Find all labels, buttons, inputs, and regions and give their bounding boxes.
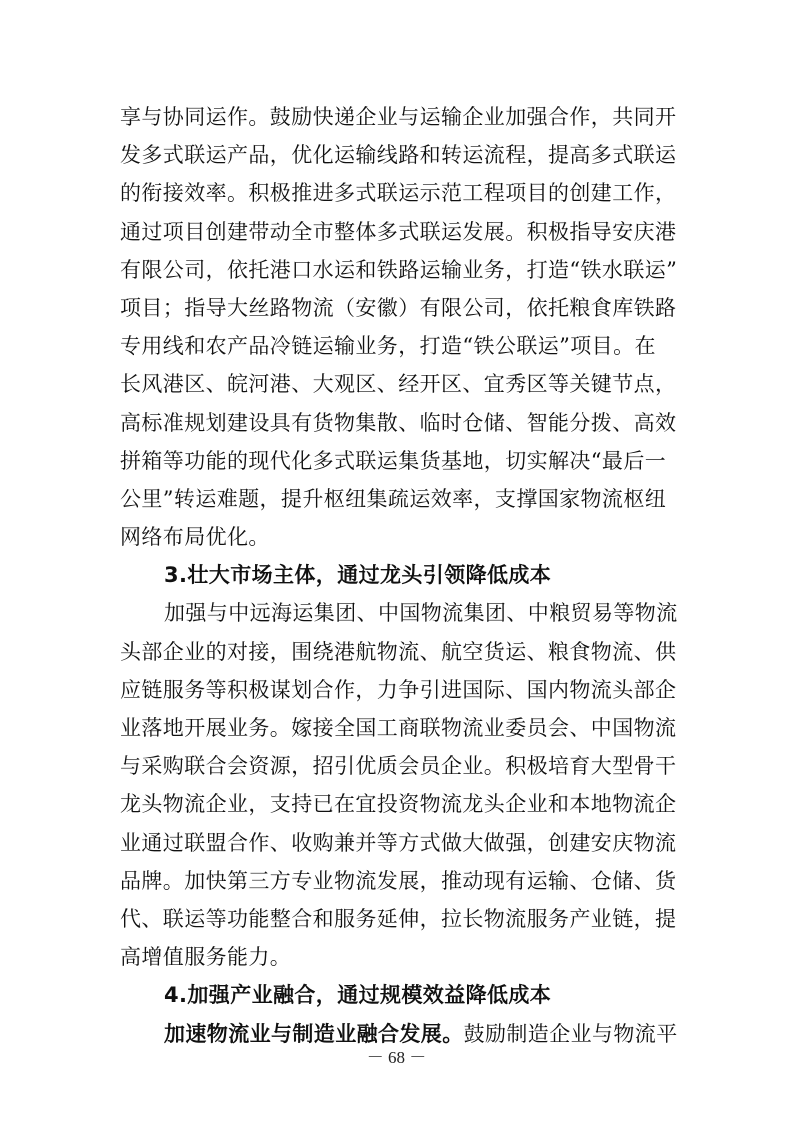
paragraph-line: 龙头物流企业，支持已在宜投资物流龙头企业和本地物流企 xyxy=(120,792,677,817)
paragraph-line: 享与协同运作。鼓励快递企业与运输企业加强合作，共同开 xyxy=(120,105,677,129)
paragraph-line: 拼箱等功能的现代化多式联运集货基地，切实解决“最后一 xyxy=(120,448,667,473)
paragraph-line: 发多式联运产品，优化运输线路和转运流程，提高多式联运 xyxy=(120,143,677,168)
paragraph-line: 专用线和农产品冷链运输业务，打造“铁公联运”项目。在 xyxy=(120,334,656,359)
section-heading-4: 4.加强产业融合，通过规模效益降低成本 xyxy=(164,983,552,1008)
paragraph-line: 品牌。加快第三方专业物流发展，推动现有运输、仓储、货 xyxy=(120,868,677,893)
paragraph-text: 鼓励制造企业与物流平 xyxy=(463,1021,678,1046)
paragraph-line: 业落地开展业务。嫁接全国工商联物流业委员会、中国物流 xyxy=(120,716,677,740)
body-text xyxy=(120,98,680,1053)
paragraph-line: 头部企业的对接，围绕港航物流、航空货运、粮食物流、供 xyxy=(120,639,677,664)
paragraph-line: 加强与中远海运集团、中国物流集团、中粮贸易等物流 xyxy=(164,601,678,626)
paragraph-line: 与采购联合会资源，招引优质会员企业。积极培育大型骨干 xyxy=(120,754,677,779)
paragraph-line: 项目；指导大丝路物流（安徽）有限公司，依托粮食库铁路 xyxy=(120,295,677,320)
paragraph-line: 代、联运等功能整合和服务延伸，拉长物流服务产业链，提 xyxy=(120,906,677,931)
paragraph-line: 应链服务等积极谋划合作，力争引进国际、国内物流头部企 xyxy=(120,677,677,702)
paragraph-line: 高增值服务能力。 xyxy=(120,945,292,970)
paragraph-line: 网络布局优化。 xyxy=(120,525,270,550)
paragraph-line: 有限公司，依托港口水运和铁路运输业务，打造“铁水联运” xyxy=(120,257,678,282)
section-heading-3: 3.壮大市场主体，通过龙头引领降低成本 xyxy=(164,563,552,588)
paragraph-line: 通过项目创建带动全市整体多式联运发展。积极指导安庆港 xyxy=(120,219,677,244)
paragraph-line: 公里”转运难题，提升枢纽集疏运效率，支撑国家物流枢纽 xyxy=(120,486,667,511)
paragraph-line: 业通过联盟合作、收购兼并等方式做大做强，创建安庆物流 xyxy=(120,830,677,855)
page-number: － 68 － xyxy=(366,1048,427,1067)
paragraph-line: 的衔接效率。积极推进多式联运示范工程项目的创建工作， xyxy=(120,181,677,206)
paragraph-line: 高标准规划建设具有货物集散、临时仓储、智能分拨、高效 xyxy=(120,410,677,435)
paragraph-line: 长风港区、皖河港、大观区、经开区、宜秀区等关键节点， xyxy=(120,372,677,397)
bold-lead-phrase: 加速物流业与制造业融合发展。 xyxy=(164,1021,464,1046)
